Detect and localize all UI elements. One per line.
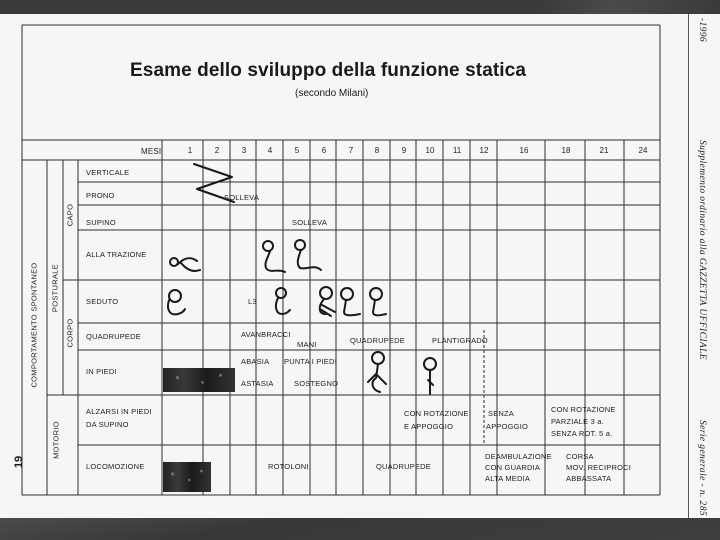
month-label: 8	[374, 146, 380, 155]
group-label-postural: POSTURALE	[50, 263, 60, 313]
cell-text: SENZA	[488, 409, 515, 418]
cell-text: SOSTEGNO	[294, 379, 339, 388]
figure-head	[276, 288, 286, 298]
months-label: MESI	[141, 147, 162, 156]
figure-body	[298, 250, 321, 270]
row-label-alzarsi: DA SUPINO	[86, 420, 129, 429]
cell-text: MOV. RECIPROCI	[566, 463, 632, 472]
cell-text: QUADRUPEDE	[350, 336, 405, 345]
month-label: 7	[348, 146, 354, 155]
cell-text: SOLLEVA	[292, 218, 328, 227]
month-label: 5	[294, 146, 300, 155]
page-number: 19	[13, 455, 25, 469]
cell-text: SOLLEVA	[224, 193, 260, 202]
group-label-body: CORPO	[65, 318, 75, 348]
row-label-alla-trazione: ALLA TRAZIONE	[86, 250, 147, 259]
cell-text: ALTA MEDIA	[485, 474, 531, 483]
date-fragment: -1996	[697, 17, 707, 43]
cell-text: CON ROTAZIONE	[404, 409, 469, 418]
month-label: 16	[519, 146, 529, 155]
figure-body	[265, 251, 285, 272]
row-label-prono: PRONO	[86, 191, 115, 200]
row-label-locomozione: LOCOMOZIONE	[86, 462, 145, 471]
infant-figure-sitting-5	[370, 288, 386, 315]
infant-figure-standing-1	[368, 352, 386, 392]
cell-text: CON ROTAZIONE	[551, 405, 616, 414]
cell-text: ABBASSATA	[566, 474, 612, 483]
cell-text: MANI	[297, 340, 317, 349]
month-label: 4	[267, 146, 273, 155]
cell-text: ROTOLONI	[268, 462, 309, 471]
figure-head	[370, 288, 382, 300]
row-label-verticale: VERTICALE	[86, 168, 130, 177]
figure-head	[320, 287, 332, 299]
cell-text: PLANTIGRADO	[432, 336, 488, 345]
row-label-in-piedi: IN PIEDI	[86, 367, 117, 376]
figure-head	[424, 358, 436, 370]
month-label: 9	[401, 146, 407, 155]
cell-text: CON GUARDIA	[485, 463, 541, 472]
cell-text: PUNTA I PIEDI	[284, 357, 337, 366]
cell-text: ASTASIA	[241, 379, 274, 388]
infant-figure-sitting-4	[341, 288, 360, 315]
month-label: 24	[638, 146, 648, 155]
month-label: 3	[241, 146, 247, 155]
cell-text: L3	[248, 297, 257, 306]
month-label: 18	[561, 146, 571, 155]
infant-figure-traction-1	[170, 258, 200, 271]
document-title: Esame dello sviluppo della funzione statica	[130, 60, 527, 81]
cell-text: E APPOGGIO	[404, 422, 454, 431]
zigzag-mark	[194, 164, 234, 202]
figure-head	[263, 241, 273, 251]
cell-text: QUADRUPEDE	[376, 462, 431, 471]
figure-body	[344, 300, 360, 315]
infant-figure-standing-2	[424, 358, 436, 394]
figure-head	[341, 288, 353, 300]
infant-figure-sitting-2	[276, 288, 290, 314]
month-label: 12	[479, 146, 489, 155]
figure-body	[276, 298, 290, 314]
month-label: 6	[321, 146, 327, 155]
figure-body	[320, 299, 335, 316]
document-subtitle: (secondo Milani)	[295, 88, 369, 99]
month-label: 11	[452, 146, 462, 155]
group-label-motor: MOTORIO	[51, 421, 61, 459]
cell-text: ABASIA	[241, 357, 270, 366]
cell-text: APPOGGIO	[486, 422, 529, 431]
cell-text: SENZA ROT. 5 a.	[551, 429, 613, 438]
row-label-seduto: SEDUTO	[86, 297, 119, 306]
infant-figure-traction-3	[295, 240, 321, 270]
row-label-supino: SUPINO	[86, 218, 116, 227]
figure-body	[428, 370, 433, 394]
group-label-head: CAPO	[65, 203, 75, 227]
figure-head	[295, 240, 305, 250]
infant-figure-sitting-3	[320, 287, 335, 316]
figure-body	[178, 258, 200, 271]
infant-figure-traction-2	[263, 241, 285, 272]
cell-text: AVANBRACCI	[241, 330, 291, 339]
row-label-quadrupede: QUADRUPEDE	[86, 332, 141, 341]
figure-head	[170, 258, 178, 266]
cell-text: PARZIALE 3 a.	[551, 417, 604, 426]
gazette-footer: Serie generale - n. 285	[697, 420, 707, 516]
month-label: 2	[214, 146, 220, 155]
cell-text: CORSA	[566, 452, 594, 461]
figure-head	[169, 290, 181, 302]
month-label: 1	[187, 146, 193, 155]
figure-head	[372, 352, 384, 364]
month-label: 21	[599, 146, 609, 155]
gazette-header: Supplemento ordinario alla GAZZETTA UFFICIALE	[697, 140, 707, 360]
cell-text: DEAMBULAZIONE	[485, 452, 552, 461]
group-label-spontaneous: COMPORTAMENTO SPONTANEO	[29, 262, 39, 388]
figure-body	[373, 300, 386, 315]
figure-body	[368, 364, 386, 392]
infant-figure-sitting-1	[168, 290, 185, 314]
row-label-alzarsi: ALZARSI IN PIEDI	[86, 407, 152, 416]
month-label: 10	[425, 146, 435, 155]
